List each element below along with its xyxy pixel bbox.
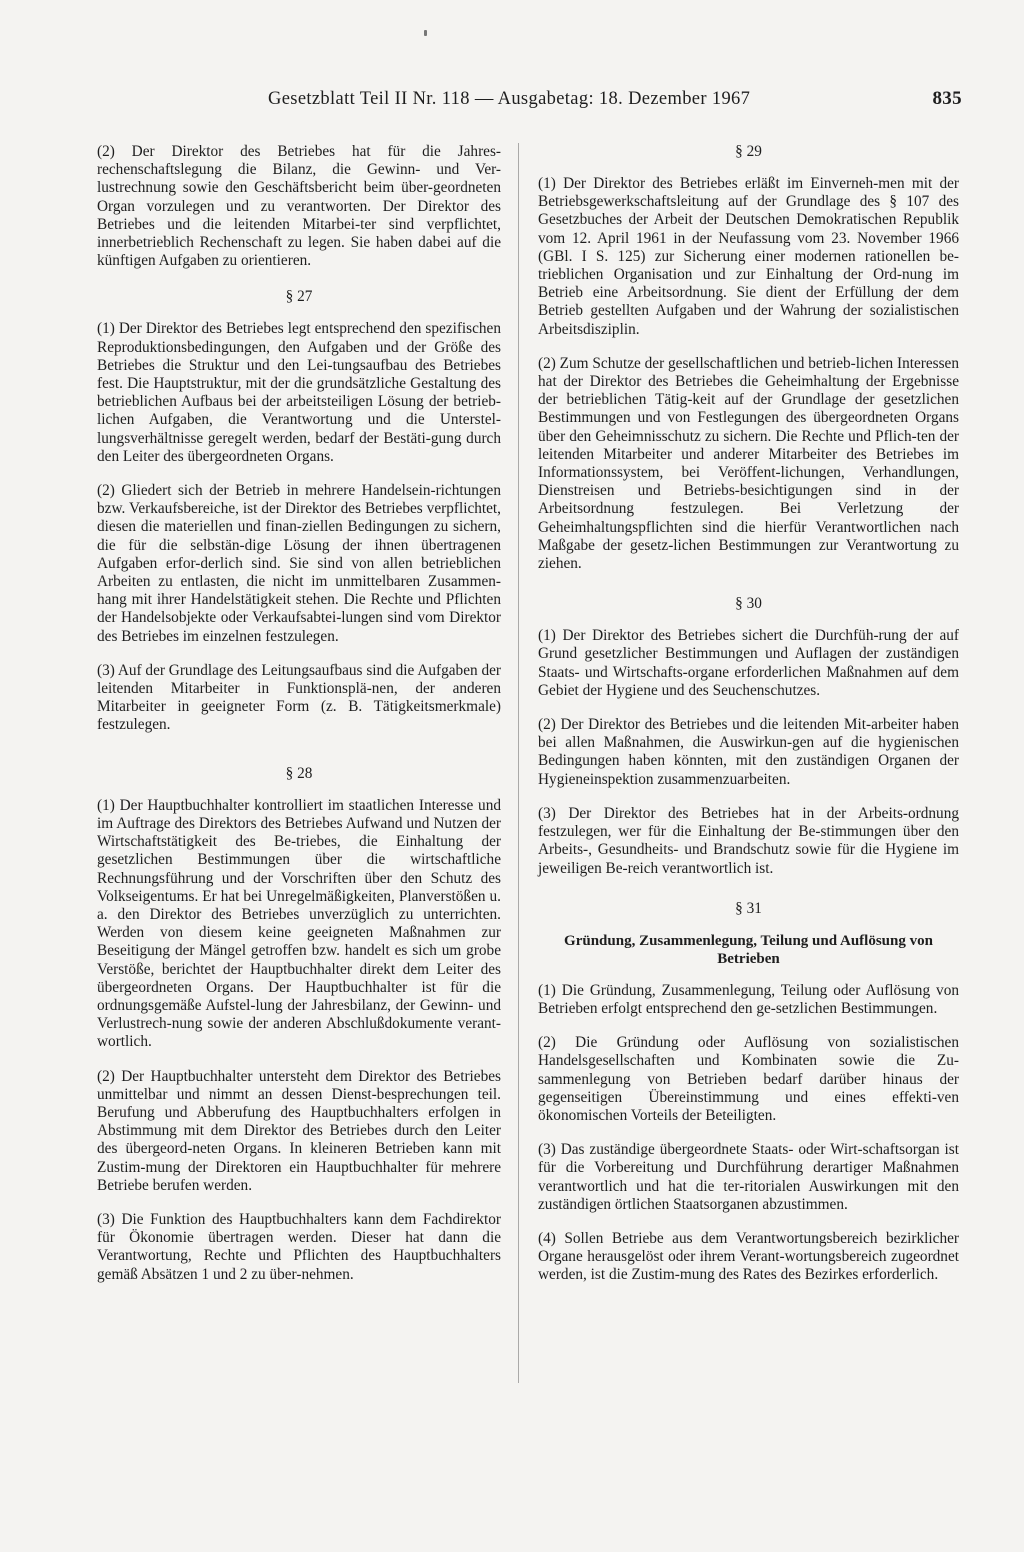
- section-heading-27: § 27: [285, 288, 313, 306]
- section-31-paragraph-1: (1) Die Gründung, Zusammenlegung, Teilung oder Auflösung von Betrieben erfolgt entsprechend den ge-setzlichen Bestimmungen.: [538, 981, 959, 1017]
- paragraph-27-2-continuation: (2) Der Direktor des Betriebes hat für die Jahres-rechenschaftslegung die Bilanz, die Gewinn- und Ver-lustrechnung sowie den Geschäftsbericht beim über-geordneten Organ vorzulegen und zu verantworten. Der Direktor des Betriebes und die leitenden Mitarbei-ter sind verpflichtet, innerbetrieblich Rechenschaft zu legen. Sie haben dabei auf die künftigen Aufgaben zu orientieren.: [97, 143, 501, 270]
- section-30-paragraph-1: (1) Der Direktor des Betriebes sichert die Durchfüh-rung der auf Grund gesetzlicher Bestimmungen und Auflagen der zuständigen Staats- und Wirtschafts-organe erforderlichen Maßnahmen auf dem Gebiet der Hygiene und des Seuchenschutzes.: [538, 627, 959, 699]
- page-header: [268, 86, 968, 112]
- section-heading-28: § 28: [285, 764, 313, 782]
- right-column: [538, 143, 959, 1285]
- section-30-paragraph-3: (3) Der Direktor des Betriebes hat in der Arbeits-ordnung festzulegen, wer für die Einhaltung der Be-stimmungen über den Arbeits-, Gesundheits- und Brandschutz sowie für die Hygiene im jeweiligen Be-reich verantwortlich ist.: [538, 804, 959, 877]
- section-31-paragraph-2: (2) Die Gründung oder Auflösung von sozialistischen Handelsgesellschaften und Kombinaten sowie die Zu-sammenlegung von Betrieben bedarf darüber hinaus der gegenseitigen Übereinstimmung und eines effekti-ven ökonomischen Vorteils der Beteiligten.: [538, 1034, 959, 1124]
- section-29-paragraph-2: (2) Zum Schutze der gesellschaftlichen und betrieb-lichen Interessen hat der Direktor des Betriebes die Geheimhaltung der Ergebnisse der betrieblichen Tätig-keit auf der Grundlage der gesetzlichen Bestimmungen und von Festlegungen des übergeordneten Organs über den Geheimnisschutz zu sichern. Die Rechte und Pflich-ten der leitenden Mitarbeiter und anderer Mitarbeiter des Betriebes im Informationssystem, bei Veröffent-lichungen, Verhandlungen, Dienstreisen und Betriebs-besichtigungen sind in der Arbeitsordnung festzulegen. Bei Verletzung der Geheimhaltungspflichten sind die hierfür Verantwortlichen nach Maßgabe der gesetz-lichen Bestimmungen zur Verantwortung zu ziehen.: [538, 354, 959, 573]
- section-31-title: Gründung, Zusammenlegung, Teilung und Auflösung von Betrieben: [564, 932, 933, 967]
- column-divider: [518, 143, 519, 1383]
- section-30-paragraph-2: (2) Der Direktor des Betriebes und die leitenden Mit-arbeiter haben bei allen Maßnahmen, die Auswirkun-gen auf die hygienischen Bedingungen haben könnten, mit den zuständigen Organen der Hygieneinspektion zusammenzuarbeiten.: [538, 716, 959, 788]
- section-28-paragraph-1: (1) Der Hauptbuchhalter kontrolliert im staatlichen Interesse und im Auftrage des Direktors des Betriebes Aufwand und Nutzen der Wirtschaftstätigkeit des Be-triebes, die Einhaltung der gesetzlichen Bestimmungen über die wirtschaftliche Rechnungsführung und der Vorschriften über den Schutz des Volkseigentums. Er hat bei Unregelmäßigkeiten, Planverstößen u. a. den Direktor des Betriebes unverzüglich zu unterrichten. Werden von diesem keine geeigneten Maßnahmen zur Beseitigung der Mängel getroffen bzw. handelt es sich um grobe Verstöße, berichtet der Hauptbuchhalter direkt dem Leiter des übergeordneten Organs. Der Hauptbuchhalter ist für die ordnungsgemäße Aufstel-lung der Jahresbilanz, der Gewinn- und Verlustrech-nung sowie der anderen Abschlußdokumente verant-wortlich.: [97, 796, 501, 1051]
- section-heading-29: § 29: [735, 143, 762, 160]
- page-number: 835: [932, 88, 962, 109]
- section-31-paragraph-4: (4) Sollen Betriebe aus dem Verantwortungsbereich bezirklicher Organe herausgelöst oder ihrem Verant-wortungsbereich zugeordnet werden, ist die Zustim-mung des Rates des Bezirkes erforderlich.: [538, 1229, 959, 1284]
- left-column: [97, 143, 501, 1284]
- section-heading-30: § 30: [735, 595, 762, 613]
- section-28-paragraph-2: (2) Der Hauptbuchhalter untersteht dem Direktor des Betriebes unmittelbar und nimmt an dessen Dienst-besprechungen teil. Berufung und Abberufung des Hauptbuchhalters erfolgen in Abstimmung mit dem Direktor des Betriebes durch den Leiter des übergeord-neten Organs. In kleineren Betrieben kann mit Zustim-mung der Direktoren ein Hauptbuchhalter für mehrere Betriebe berufen werden.: [97, 1067, 501, 1194]
- print-speck: [424, 30, 427, 36]
- section-heading-31: § 31: [735, 899, 762, 917]
- section-28-paragraph-3: (3) Die Funktion des Hauptbuchhalters kann dem Fachdirektor für Ökonomie übertragen werden. Dieser hat dann die Verantwortung, Rechte und Pflichten des Hauptbuchhalters gemäß Absätzen 1 und 2 zu über-nehmen.: [97, 1210, 501, 1283]
- section-27-paragraph-3: (3) Auf der Grundlage des Leitungsaufbaus sind die Aufgaben der leitenden Mitarbeiter in Funktionsplä-nen, der anderen Mitarbeiter in geeigneter Form (z. B. Tätigkeitsmerkmale) festzulegen.: [97, 661, 501, 734]
- section-29-paragraph-1: (1) Der Direktor des Betriebes erläßt im Einverneh-men mit der Betriebsgewerkschaftsleitung auf der Grundlage des § 107 des Gesetzbuches der Arbeit der Deutschen Demokratischen Republik vom 12. April 1961 in der Neufassung vom 23. November 1966 (GBl. I S. 125) zur Sicherung einer modernen rationellen be-trieblichen Organisation und zur Einhaltung der Ord-nung im Betrieb eine Arbeitsordnung. Sie dient der Erfüllung der dem Betrieb gestellten Aufgaben und der Wahrung der sozialistischen Arbeitsdisziplin.: [538, 175, 959, 338]
- section-31-paragraph-3: (3) Das zuständige übergeordnete Staats- oder Wirt-schaftsorgan ist für die Vorbereitung und Durchführung derartiger Maßnahmen verantwortlich und hat die ter-ritorialen Auswirkungen mit den zuständigen örtlichen Staatsorganen abzustimmen.: [538, 1141, 959, 1213]
- section-27-paragraph-2: (2) Gliedert sich der Betrieb in mehrere Handelsein-richtungen bzw. Verkaufsbereiche, ist der Direktor des Betriebes verpflichtet, diesen die materiellen und finan-ziellen Bedingungen zu sichern, die für die selbstän-dige Lösung der ihnen übertragenen Aufgaben erfor-derlich sind. Sie sind von allen betrieblichen Arbeiten zu entlasten, die nicht im unmittelbaren Zusammen-hang mit ihrer Handelstätigkeit stehen. Die Rechte und Pflichten der Handelsobjekte oder Verkaufsabtei-lungen sind vom Direktor des Betriebes im einzelnen festzulegen.: [97, 482, 501, 645]
- section-27-paragraph-1: (1) Der Direktor des Betriebes legt entsprechend den spezifischen Reproduktionsbedingungen, den Aufgaben und der Größe des Betriebes die Struktur und den Lei-tungsaufbau des Betriebes fest. Die Hauptstruktur, mit der die grundsätzliche Gestaltung des betrieblichen Aufbaus bei der arbeitsteiligen Lösung der betrieb-lichen Aufgaben, die Verantwortung und die Unterstel-lungsverhältnisse geregelt werden, bedarf der Bestäti-gung durch den Leiter des übergeordneten Organs.: [97, 320, 501, 465]
- header-title: Gesetzblatt Teil II Nr. 118 — Ausgabetag: 18. Dezember 1967: [268, 89, 751, 109]
